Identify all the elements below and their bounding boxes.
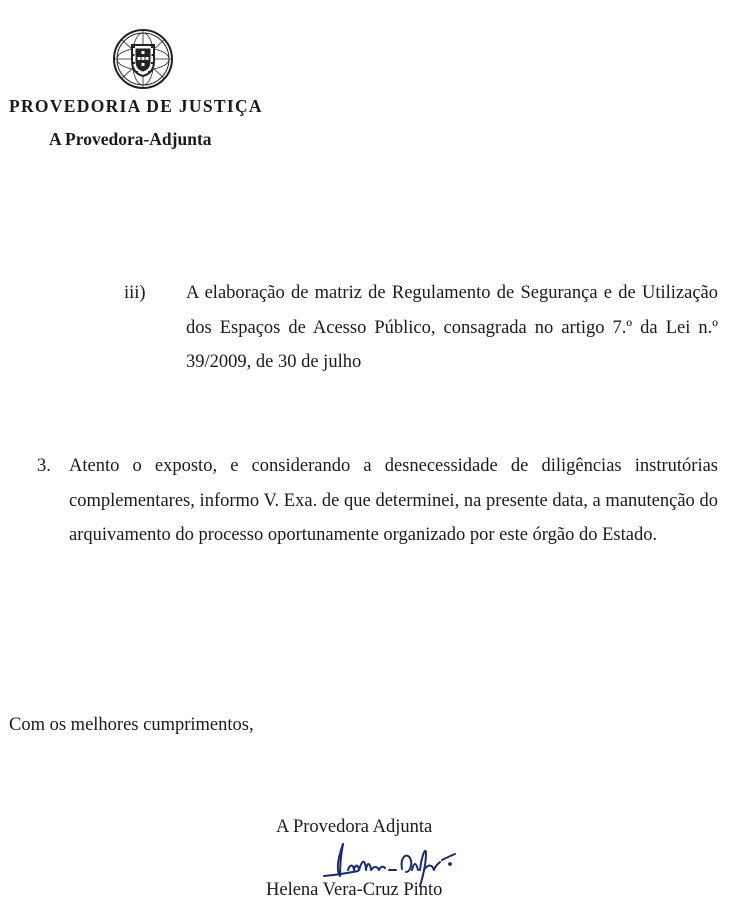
paragraph-3-number: 3. — [37, 456, 51, 476]
portuguese-coat-of-arms-icon — [112, 28, 174, 90]
org-name: PROVEDORIA DE JUSTIÇA — [9, 96, 263, 116]
paragraph-3-text: Atento o exposto, e considerando a desnecessidade de diligências instrutórias complementares, informo V. Exa. de que determinei, na presente data, a manutenção do arquivamento do processo oportunamente organizado por este órgão do Estado. — [69, 456, 718, 545]
closing-salutation: Com os melhores cumprimentos, — [9, 715, 254, 735]
list-item-iii — [124, 276, 718, 380]
paragraph-3 — [37, 449, 718, 553]
list-marker-iii: iii) — [124, 283, 146, 303]
signatory-title: A Provedora Adjunta — [276, 817, 433, 837]
list-item-iii-text: A elaboração de matriz de Regulamento de Segurança e de Utilização dos Espaços de Acesso Público, consagrada no artigo 7.º da Lei n.º 39/2009, de 30 de julho — [186, 283, 718, 372]
org-subtitle: A Provedora-Adjunta — [49, 129, 212, 149]
signatory-name: Helena Vera-Cruz Pinto — [266, 880, 443, 900]
